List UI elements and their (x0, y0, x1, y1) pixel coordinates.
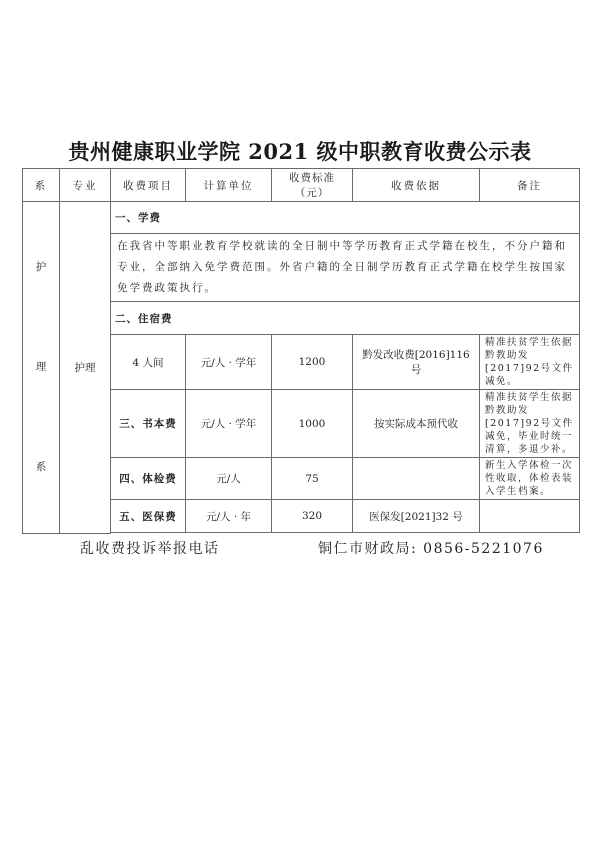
tuition-description: 在我省中等职业教育学校就读的全日制中等学历教育正式学籍在校生，不分户籍和专业，全部纳入免学费范围。外省户籍的全日制学历教育正式学籍在校学生按国家免学费政策执行。 (111, 234, 580, 302)
fee-basis: 黔发改收费[2016]116 号 (353, 335, 480, 390)
fee-item: 三、书本费 (111, 390, 186, 458)
fee-basis: 医保发[2021]32 号 (353, 500, 480, 533)
department-char: 护 (35, 261, 47, 274)
hotline-contact: 铜仁市财政局: 0856-5221076 (318, 541, 544, 557)
table-row-tuition-label (23, 202, 580, 234)
header-note: 备注 (480, 169, 580, 202)
fee-note: 精准扶贫学生依据黔教助发[2017]92号文件减免，毕业时统一清算，多退少补。 (480, 390, 580, 458)
section-accommodation: 二、住宿费 (111, 302, 580, 335)
header-department: 系 (23, 169, 60, 202)
fee-amount: 1200 (272, 335, 353, 390)
fee-amount: 75 (272, 458, 353, 500)
spacer-cell (111, 533, 580, 534)
document-title: 贵州健康职业学院 2021 级中职教育收费公示表 (68, 139, 532, 164)
fee-amount: 1000 (272, 390, 353, 458)
section-tuition: 一、学费 (111, 202, 580, 234)
fee-amount: 320 (272, 500, 353, 533)
header-unit: 计算单位 (186, 169, 272, 202)
fee-unit: 元/人 (186, 458, 272, 500)
fee-note (480, 500, 580, 533)
department-cell (23, 202, 60, 534)
fee-note: 精准扶贫学生依据黔教助发[2017]92号文件减免。 (480, 335, 580, 390)
hotline-label: 乱收费投诉举报电话 (80, 541, 220, 557)
fee-item: 五、医保费 (111, 500, 186, 533)
table-header-row (23, 169, 580, 202)
fee-unit: 元/人 · 学年 (186, 390, 272, 458)
fee-unit: 元/人 · 学年 (186, 335, 272, 390)
header-basis: 收费依据 (353, 169, 480, 202)
fee-basis (353, 458, 480, 500)
department-char: 系 (35, 461, 47, 474)
header-standard: 收费标准（元） (272, 169, 353, 202)
fee-item: 四、体检费 (111, 458, 186, 500)
header-fee-item: 收费项目 (111, 169, 186, 202)
fee-basis: 按实际成本预代收 (353, 390, 480, 458)
header-major: 专业 (60, 169, 111, 202)
major-cell: 护理 (60, 202, 111, 534)
fee-unit: 元/人 · 年 (186, 500, 272, 533)
fee-note: 新生入学体检一次性收取，体检表装入学生档案。 (480, 458, 580, 500)
department-char: 理 (35, 361, 47, 374)
fee-table (22, 168, 580, 534)
fee-item: 4 人间 (111, 335, 186, 390)
